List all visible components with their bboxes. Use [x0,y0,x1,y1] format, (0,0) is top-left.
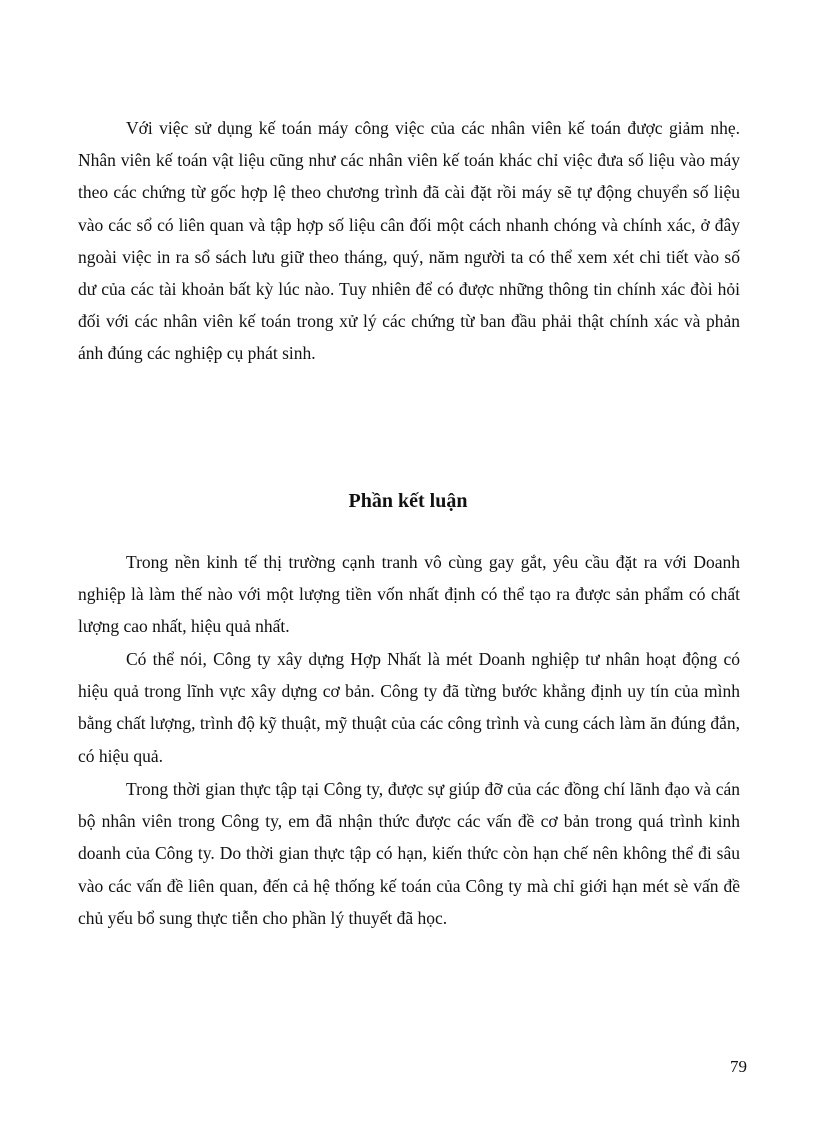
conclusion-paragraph-3: Trong thời gian thực tập tại Công ty, được sự giúp đỡ của các đồng chí lãnh đạo và cán bộ nhân viên trong Công ty, em đã nhận thức được các vấn đề cơ bản trong quá trình kinh doanh của Công ty. Do thời gian thực tập có hạn, kiến thức còn hạn chế nên không thể đi sâu vào các vấn đề liên quan, đến cả hệ thống kế toán của Công ty mà chỉ giới hạn mét sè vấn đề chủ yếu bổ sung thực tiễn cho phần lý thuyết đã học. [78,779,740,928]
conclusion-heading: Phần kết luận [348,490,468,512]
intro-paragraph: Với việc sử dụng kế toán máy công việc của các nhân viên kế toán được giảm nhẹ. Nhân viên kế toán vật liệu cũng như các nhân viên kế toán khác chỉ việc đưa số liệu vào máy theo các chứng từ gốc hợp lệ theo chương trình đã cài đặt rồi máy sẽ tự động chuyển số liệu vào các sổ có liên quan và tập hợp số liệu cân đối một cách nhanh chóng và chính xác, ở đây ngoài việc in ra sổ sách lưu giữ theo tháng, quý, năm người ta có thể xem xét chi tiết vào số dư của các tài khoản bất kỳ lúc nào. Tuy nhiên để có được những thông tin chính xác đòi hỏi đối với các nhân viên kế toán trong xử lý các chứng từ ban đầu phải thật chính xác và phản ánh đúng các nghiệp cụ phát sinh. [78,118,740,364]
conclusion-paragraph-2: Có thể nói, Công ty xây dựng Hợp Nhất là mét Doanh nghiệp tư nhân hoạt động có hiệu quả trong lĩnh vực xây dựng cơ bản. Công ty đã từng bước khẳng định uy tín của mình bằng chất lượng, trình độ kỹ thuật, mỹ thuật của các công trình và cung cách làm ăn đúng đắn, có hiệu quả. [78,649,740,766]
conclusion-paragraph-1: Trong nền kinh tế thị trường cạnh tranh vô cùng gay gắt, yêu cầu đặt ra với Doanh nghiệp là làm thế nào với một lượng tiền vốn nhất định có thể tạo ra được sản phẩm có chất lượng cao nhất, hiệu quả nhất. [78,552,740,637]
page-number: 79 [730,1057,747,1076]
